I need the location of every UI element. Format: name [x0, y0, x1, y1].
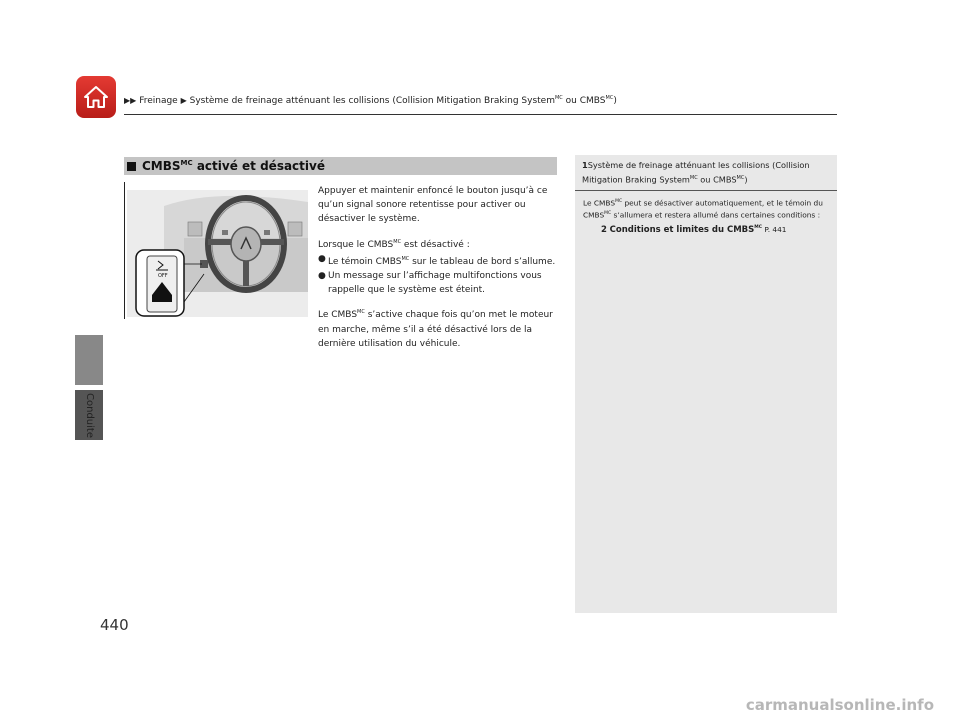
section-square-icon — [127, 162, 136, 171]
breadcrumb-arrow-icon: ▶ — [180, 96, 187, 105]
side-tab-label: Conduite — [84, 393, 95, 438]
breadcrumb-level1[interactable]: Freinage — [139, 96, 178, 106]
breadcrumb-arrow-icon: ▶▶ — [124, 96, 137, 105]
home-button[interactable] — [76, 76, 116, 118]
body-paragraph: Appuyer et maintenir enfoncé le bouton jusqu’à ce qu’un signal sonore retentisse pour activer ou désactiver le système. — [318, 186, 548, 225]
sidebar-text: Le $CMBS^{MC}$ peut se désactiver automatiquement, et le témoin du $CMBS^{MC}$ s’allumera et restera allumé dans certaines conditions : 2 Conditions et limites du $CMBS^{MC}$ P. 441 — [575, 191, 837, 236]
header-divider — [124, 114, 837, 115]
page-number: 440 — [100, 616, 129, 634]
home-icon — [81, 82, 111, 112]
bullet-icon: ● — [318, 253, 326, 264]
watermark: carmanualsonline.info — [745, 696, 934, 714]
breadcrumb — [124, 95, 617, 106]
steering-wheel-figure — [124, 182, 308, 319]
body-paragraph: Lorsque le $CMBS^{MC}$ est désactivé : — [318, 238, 470, 250]
body-paragraph: Le $CMBS^{MC}$ s’active chaque fois qu’on met le moteur en marche, même s’il a été désactivé lors de la dernière utilisation du véhicule. — [318, 309, 553, 349]
sidebar-title: 1Système de freinage atténuant les collisions (Collision Mitigation Braking System$^{MC}$ ou $CMBS^{MC}$) — [582, 160, 810, 185]
note-ref-icon: 1 — [582, 160, 588, 170]
bullet-item: ● Un message sur l’affichage multifonctions vous rappelle que le système est éteint. — [318, 269, 558, 297]
svg-text:OFF: OFF — [158, 273, 168, 279]
body-text — [318, 184, 558, 359]
xref-arrow-icon: 2 — [601, 224, 607, 235]
cross-reference-link[interactable]: 2 Conditions et limites du $CMBS^{MC}$ P. 441 — [601, 224, 787, 235]
section-title: $CMBS^{MC}$ activé et désactivé — [142, 159, 325, 173]
sidebar-note — [575, 155, 837, 613]
section-header — [124, 157, 557, 175]
bullet-item: ● Le témoin $CMBS^{MC}$ sur le tableau de bord s’allume. — [318, 252, 558, 269]
breadcrumb-level2[interactable]: Système de freinage atténuant les collisions (Collision Mitigation Braking System$^{MC}$ ou $CMBS^{MC}$) — [189, 95, 617, 106]
bullet-icon: ● — [318, 271, 326, 282]
side-tab-previous[interactable] — [75, 335, 103, 385]
